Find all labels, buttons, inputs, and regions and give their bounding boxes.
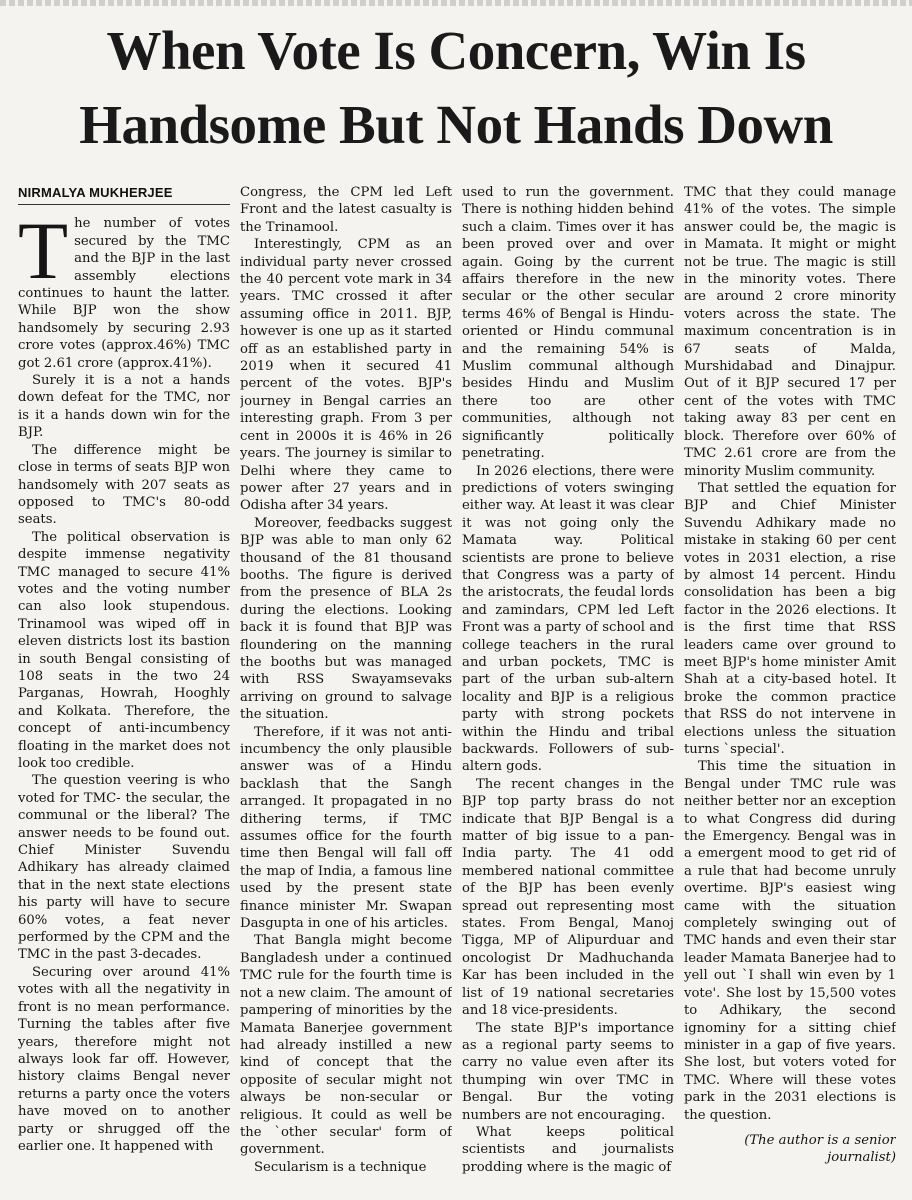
paragraph: The recent changes in the BJP top party brass do not indicate that BJP Bengal is a matter of big issue to a pan-India party. The 41 odd membered national committee of the BJP has been evenly spread out representing most states. From Bengal, Manoj Tigga, MP of Alipurduar and oncologist Dr Madhuchanda Kar has been included in the list of 19 national secretaries and 18 vice-presidents. [462, 776, 674, 1019]
byline: NIRMALYA MUKHERJEE [18, 185, 173, 200]
paragraph: This time the situation in Bengal under TMC rule was neither better nor an exception to what Congress did during the Emergency. Bengal was in a emergent mood to get rid of a rule that had become unruly overtime. BJP's easiest wing came with the situation completely swinging out of TMC hands and even their star leader Mamata Banerjee had to yell out `I shall win even by 1 vote'. She lost by 15,500 votes to Adhikary, the second ignominy for a sitting chief minister in a gap of five years. She lost, but voters voted for TMC. Where will these votes park in the 2031 elections is the question. [684, 759, 896, 1123]
paragraph: The political observation is despite immense negativity TMC managed to secure 41% votes and the voting number can also look stupendous. Trinamool was wiped off in eleven districts lost its bastion in south Bengal consisting of 108 seats in the two 24 Parganas, Howrah, Hooghly and Kolkata. Therefore, the concept of anti-incumbency floating in the market does not look too credible. [18, 529, 230, 771]
column-3 [462, 184, 674, 1196]
paragraph: Surely it is a not a hands down defeat for the TMC, nor is it a hands down win for the BJP. [18, 373, 230, 441]
column-2 [240, 184, 452, 1196]
article-body [18, 184, 898, 1196]
paragraph: Interestingly, CPM as an individual party never crossed the 40 percent vote mark in 34 years. TMC crossed it after assuming office in 2011. BJP, however is one up as it started off as an established party in 2019 when it secured 41 percent of the votes. BJP's journey in Bengal carries an interesting graph. From 3 per cent in 2000s it is 46% in 26 years. The journey is similar to Delhi where they came to power after 27 years and in Odisha after 34 years. [240, 237, 452, 514]
paragraph: Therefore, if it was not anti-incumbency the only plausible answer was of a Hindu backlash that the Sangh arranged. It propagated in no dithering terms, if TMC assumes office for the fourth time then Bengal will fall off the map of India, a famous line used by the present state finance minister Mr. Swapan Dasgupta in one of his articles. [240, 724, 452, 932]
headline [0, 14, 912, 162]
paragraph: The difference might be close in terms of seats BJP won handsomely with 207 seats as opposed to TMC's 80-odd seats. [18, 442, 230, 528]
paragraph: used to run the government. There is nothing hidden behind such a claim. Times over it has been proved over and over again. Going by the current affairs therefore in the new secular or the other secular terms 46% of Bengal is Hindu-oriented or Hindu communal and the remaining 54% is Muslim communal although besides Hindu and Muslim there too are other communities, although not significantly politically penetrating. [462, 185, 674, 462]
paragraph: That settled the equation for BJP and Chief Minister Suvendu Adhikary made no mistake in staking 60 per cent votes in 2031 election, a rise by almost 14 percent. Hindu consolidation has been a big factor in the 2026 elections. It is the first time that RSS leaders came over ground to meet BJP's home minister Amit Shah at a city-based hotel. It broke the common practice that RSS do not intervene in elections unless the situation turns `special'. [684, 480, 896, 757]
top-rule [0, 0, 912, 6]
column-1 [18, 184, 230, 1196]
paragraph: The number of votes secured by the TMC and the BJP in the last assembly elections continues to haunt the latter. While BJP won the show handsomely by securing 2.93 crore votes (approx.46%) TMC got 2.61 crore (approx.41%). [18, 205, 230, 371]
paragraph: That Bangla might become Bangladesh under a continued TMC rule for the fourth time is not a new claim. The amount of pampering of minorities by the Mamata Banerjee government had already instilled a new kind of concept that the opposite of secular might not always be non-secular or religious. It could as well be the `other secular' form of government. [240, 933, 452, 1158]
paragraph: TMC that they could manage 41% of the votes. The simple answer could be, the magic is in Mamata. It might or might not be true. The magic is still in the minority votes. There are around 2 crore minority voters across the state. The maximum concentration is in 67 seats of Malda, Murshidabad and Dinajpur. Out of it BJP secured 17 per cent of the votes with TMC taking away 83 per cent en block. Therefore over 60% of TMC 2.61 crore are from the minority Muslim community. [684, 185, 896, 479]
paragraph: The question veering is who voted for TMC- the secular, the communal or the liberal? The answer needs to be found out. Chief Minister Suvendu Adhikary has already claimed that in the next state elections his party will have to secure 60% votes, a feat never performed by the CPM and the TMC in the past 3-decades. [18, 773, 230, 963]
headline-line-1: When Vote Is Concern, Win Is [106, 20, 806, 81]
paragraph: Congress, the CPM led Left Front and the latest casualty is the Trinamool. [240, 185, 452, 235]
paragraph: Moreover, feedbacks suggest BJP was able to man only 62 thousand of the 81 thousand booths. The figure is derived from the presence of BLA 2s during the elections. Looking back it is found that BJP was floundering on the manning the booths but was managed with RSS Swayamsevaks arriving on ground to salvage the situation. [240, 515, 452, 723]
drop-cap: T [18, 205, 69, 297]
headline-line-2: Handsome But Not Hands Down [79, 94, 833, 155]
author-note: (The author is a senior journalist) [744, 1132, 896, 1166]
column-4 [684, 184, 896, 1196]
paragraph: What keeps political scientists and journalists prodding where is the magic of [462, 1124, 674, 1175]
paragraph: Securing over around 41% votes with all the negativity in front is no mean performance. Turning the tables after five years, therefore might not always look far off. However, history claims Bengal never returns a party once the voters have moved on to another party or shrugged off the earlier one. It happened with [18, 964, 230, 1154]
paragraph: The state BJP's importance as a regional party seems to carry no value even after its thumping win over TMC in Bengal. Bur the voting numbers are not encouraging. [462, 1020, 674, 1123]
paragraph: In 2026 elections, there were predictions of voters swinging either way. At least it was clear it was not going only the Mamata way. Political scientists are prone to believe that Congress was a party of the aristocrats, the feudal lords and zamindars, CPM led Left Front was a party of school and college teachers in the rural and urban pockets, TMC is part of the urban sub-altern locality and BJP is a religious party with strong pockets within the Hindu and tribal backwards. Followers of sub-altern gods. [462, 463, 674, 775]
paragraph: Secularism is a technique [254, 1159, 427, 1175]
